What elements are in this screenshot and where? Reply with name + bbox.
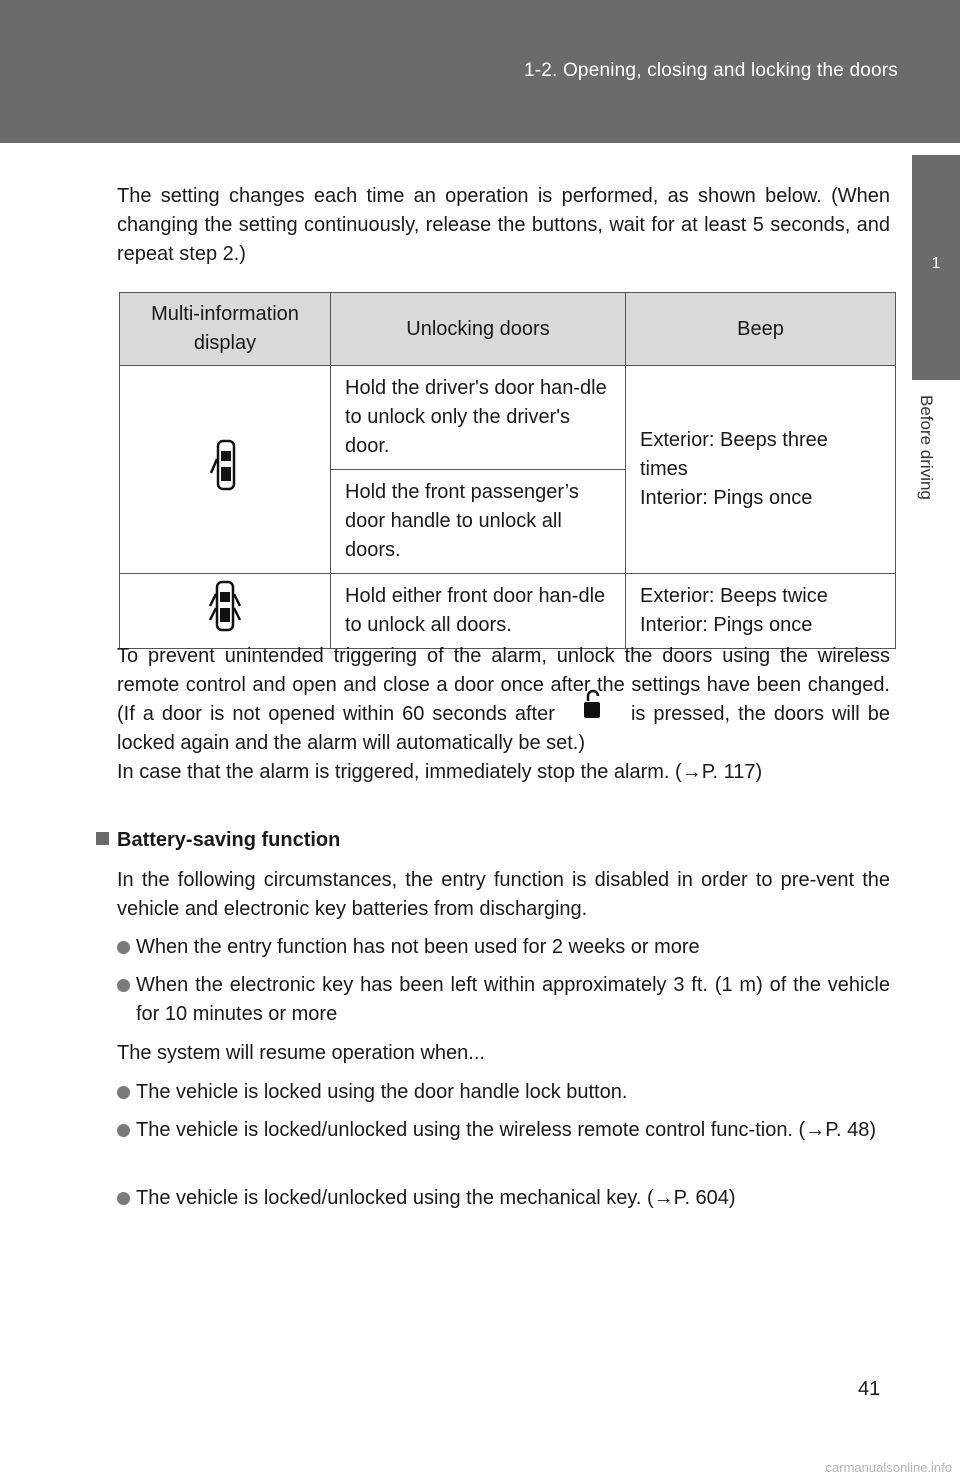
alarm-note-part1: To prevent unintended triggering of the alarm, unlock the doors using the wireless remote control and open and close a door once after the settings have been changed. (If a door is not opened within 60 seconds after [117, 645, 890, 725]
chapter-number: 1 [931, 255, 941, 272]
battery-heading-text: Battery-saving function [117, 829, 341, 851]
bullet-icon [117, 979, 130, 992]
chapter-tab [912, 155, 960, 380]
beep-cell-2 [626, 574, 896, 649]
list-item [117, 1078, 890, 1107]
single-door-car-icon [210, 439, 240, 500]
alarm-note-part3: In case that the alarm is triggered, immediately stop the alarm. (→P. 117) [117, 761, 763, 783]
resume-intro: The system will resume operation when... [117, 1042, 485, 1064]
condition-text: When the electronic key has been left within approximately 3 ft. (1 m) of the vehicle for 10 minutes or more [136, 974, 890, 1025]
beep-interior-1: Interior: Pings once [640, 487, 813, 509]
table-header-row [120, 293, 896, 366]
unlock-icon [563, 701, 623, 723]
all-doors-car-icon [207, 580, 243, 643]
battery-saving-heading [96, 826, 340, 855]
table-row [120, 574, 896, 649]
col-header-display: Multi-information display [120, 293, 331, 366]
resume-text: The vehicle is locked/unlocked using the wireless remote control func-tion. (→P. 48) [136, 1119, 876, 1141]
bullet-icon [117, 1086, 130, 1099]
list-item [117, 1116, 890, 1145]
settings-table [119, 292, 896, 649]
page-number: 41 [858, 1378, 881, 1400]
bullet-icon [117, 1192, 130, 1205]
list-item [117, 1184, 890, 1213]
beep-interior-2: Interior: Pings once [640, 614, 813, 636]
bullet-icon [117, 941, 130, 954]
resume-text: The vehicle is locked/unlocked using the mechanical key. (→P. 604) [136, 1187, 736, 1209]
unlock-passenger-cell: Hold the front passenger’s door handle to unlock all doors. [331, 470, 626, 574]
col-header-unlocking: Unlocking doors [331, 293, 626, 366]
table-row [120, 366, 896, 470]
heading-square-icon [96, 832, 109, 845]
page-header [0, 0, 960, 143]
bullet-icon [117, 1124, 130, 1137]
alarm-note-part2: is pressed, the doors will be locked again and the alarm will automatically be set.) [117, 703, 890, 754]
alarm-note [117, 642, 890, 787]
section-title: 1-2. Opening, closing and locking the doors [523, 60, 898, 81]
list-item [117, 971, 890, 1029]
col-header-beep: Beep [626, 293, 896, 366]
intro-paragraph: The setting changes each time an operation is performed, as shown below. (When changing the setting continuously, release the buttons, wait for at least 5 seconds, and repeat step 2.) [117, 185, 890, 265]
unlock-driver-cell: Hold the driver's door han-dle to unlock only the driver's door. [331, 366, 626, 470]
list-item [117, 933, 890, 962]
resume-text: The vehicle is locked using the door handle lock button. [136, 1081, 628, 1103]
condition-text: When the entry function has not been used for 2 weeks or more [136, 936, 700, 958]
beep-exterior-1: Exterior: Beeps three times [640, 429, 828, 480]
display-cell-2 [120, 574, 331, 649]
battery-intro: In the following circumstances, the entry function is disabled in order to pre-vent the vehicle and electronic key batteries from discharging. [117, 869, 890, 920]
unlock-either-cell: Hold either front door han-dle to unlock all doors. [331, 574, 626, 649]
beep-exterior-2: Exterior: Beeps twice [640, 585, 828, 607]
display-cell [120, 366, 331, 574]
beep-cell-1 [626, 366, 896, 574]
chapter-label [918, 395, 954, 535]
watermark: carmanualsonline.info [825, 1460, 952, 1475]
chapter-label-text: Before driving [917, 395, 936, 500]
